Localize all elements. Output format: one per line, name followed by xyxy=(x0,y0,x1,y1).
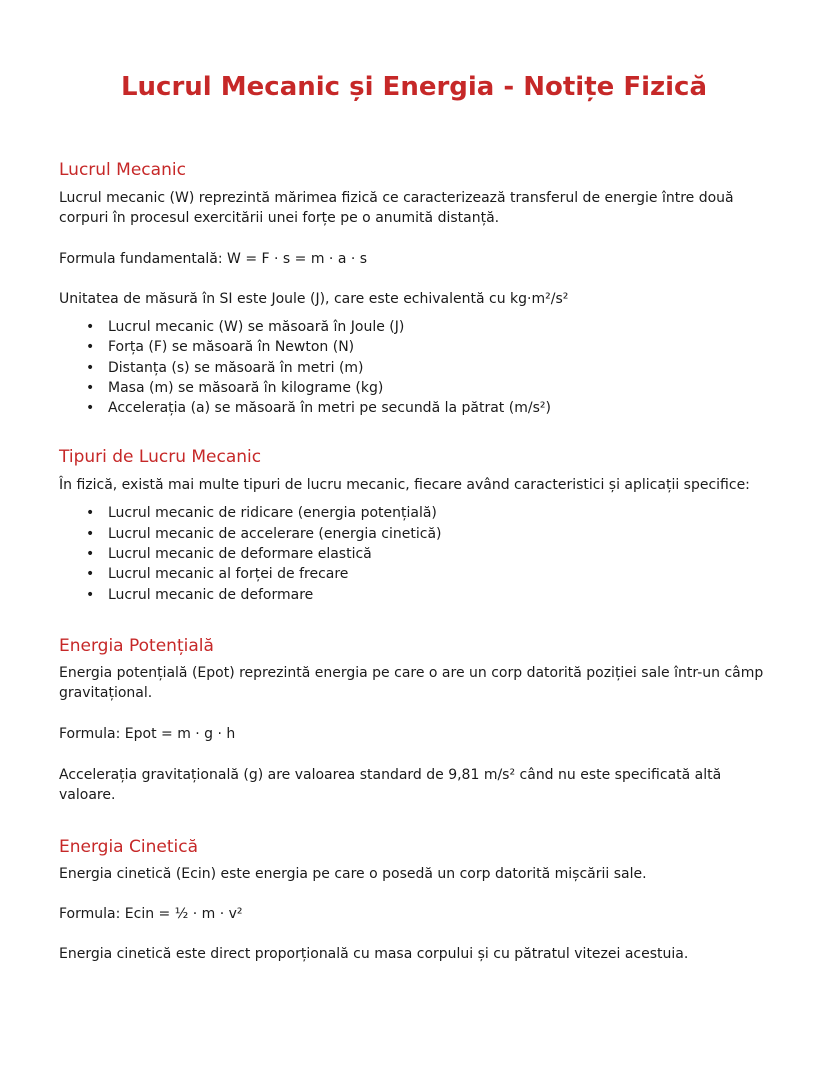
section-energia-potentiala xyxy=(59,635,769,805)
section-heading: Lucrul Mecanic xyxy=(59,160,186,180)
list-item: • Lucrul mecanic al forței de frecare xyxy=(108,564,769,584)
formula-text: Formula: Epot = m · g · h xyxy=(59,725,236,742)
list-item: • Distanța (s) se măsoară în metri (m) xyxy=(108,358,769,378)
list-item: • Forța (F) se măsoară în Newton (N) xyxy=(108,337,769,357)
units-list xyxy=(59,317,769,418)
unit-text: Unitatea de măsură în SI este Joule (J), care este echivalentă cu kg·m²/s² xyxy=(59,291,569,307)
page-title: Lucrul Mecanic și Energia - Notițe Fizică xyxy=(120,72,707,102)
section-tipuri-lucru-mecanic xyxy=(59,446,769,604)
section-intro: În fizică, există mai multe tipuri de lucru mecanic, fiecare având caracteristici și aplicații specifice: xyxy=(59,477,750,494)
note-text: Accelerația gravitațională (g) are valoarea standard de 9,81 m/s² când nu este specificată altă valoare. xyxy=(59,766,722,803)
formula-text: Formula fundamentală: W = F · s = m · a · s xyxy=(59,251,368,267)
section-intro: Lucrul mecanic (W) reprezintă mărimea fizică ce caracterizează transferul de energie între două corpuri în procesul exercitării unei forțe pe o anumită distanță. xyxy=(59,190,734,226)
section-heading: Energia Cinetică xyxy=(59,836,198,857)
list-item: • Masa (m) se măsoară în kilograme (kg) xyxy=(108,378,769,398)
list-item: • Lucrul mecanic (W) se măsoară în Joule (J) xyxy=(108,317,769,337)
list-item: • Lucrul mecanic de deformare elastică xyxy=(108,544,769,564)
types-list xyxy=(59,503,769,604)
formula-text: Formula: Ecin = ½ · m · v² xyxy=(59,905,243,922)
section-intro: Energia cinetică (Ecin) este energia pe care o posedă un corp datorită mișcării sale. xyxy=(59,865,647,882)
section-heading: Tipuri de Lucru Mecanic xyxy=(59,447,262,468)
section-lucrul-mecanic xyxy=(59,159,769,418)
section-intro: Energia potențială (Epot) reprezintă energia pe care o are un corp datorită poziției sale într-un câmp gravitațional. xyxy=(59,664,764,701)
section-heading: Energia Potențială xyxy=(59,635,214,656)
list-item: • Accelerația (a) se măsoară în metri pe secundă la pătrat (m/s²) xyxy=(108,398,769,418)
section-energia-cinetica xyxy=(59,836,769,964)
list-item: • Lucrul mecanic de accelerare (energia cinetică) xyxy=(108,524,769,544)
note-text: Energia cinetică este direct proporțională cu masa corpului și cu pătratul vitezei acestuia. xyxy=(59,945,689,962)
list-item: • Lucrul mecanic de deformare xyxy=(108,585,769,605)
list-item: • Lucrul mecanic de ridicare (energia potențială) xyxy=(108,503,769,523)
